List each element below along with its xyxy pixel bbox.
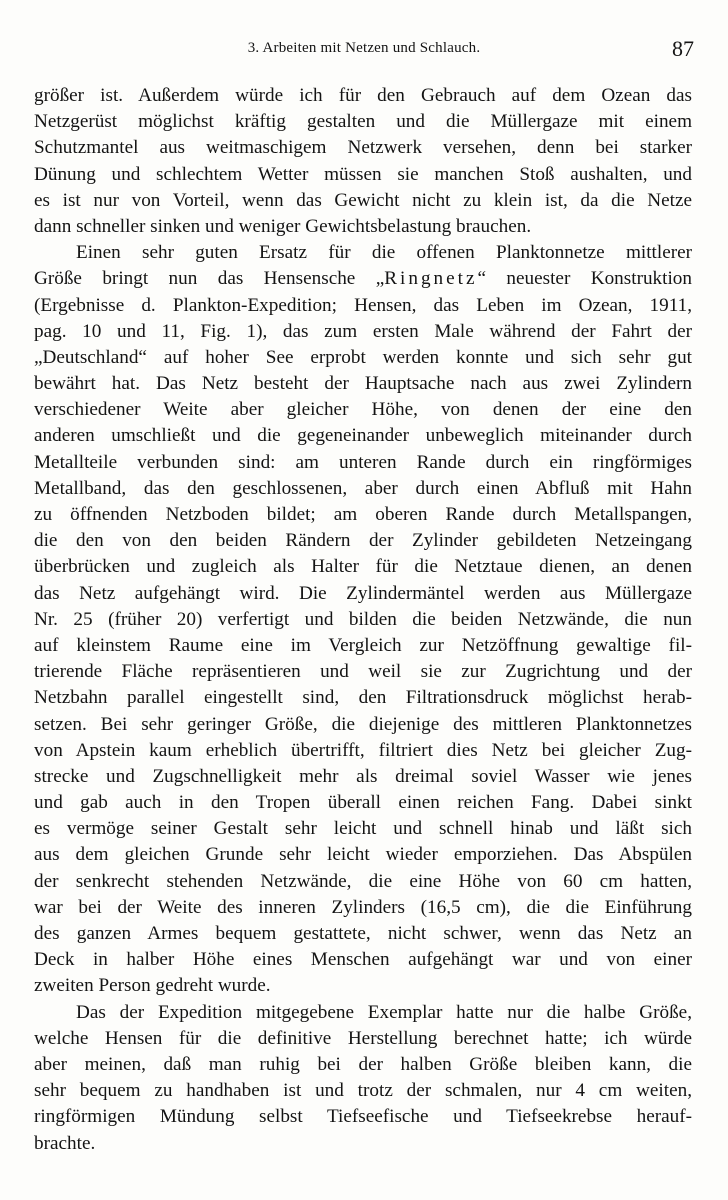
text-line: Einen sehr guten Ersatz für die offenen Planktonnetze mittlerer — [76, 242, 692, 264]
text-line: dann schneller sinken und weniger Gewichtsbelastung brauchen. — [34, 215, 532, 237]
page-number: 87 — [672, 36, 694, 61]
text-line: Deck in halber Höhe eines Menschen aufgehängt war und von einer — [34, 949, 692, 971]
text-line: bewährt hat. Das Netz besteht der Hauptsache nach aus zwei Zylindern — [34, 373, 692, 395]
text-line: anderen umschließt und die gegeneinander unbeweglich miteinander durch — [34, 425, 692, 447]
text-line: brachte. — [34, 1132, 96, 1154]
text-fragment: Größe bringt nun das Hensensche „ — [34, 268, 385, 290]
text-line: die den von den beiden Rändern der Zylinder gebildeten Netzeingang — [34, 530, 692, 552]
text-line: Das der Expedition mitgegebene Exemplar hatte nur die halbe Größe, — [76, 1001, 692, 1023]
text-line: Netzgerüst möglichst kräftig gestalten und die Müllergaze mit einem — [34, 111, 692, 133]
text-line: der senkrecht stehenden Netzwände, die eine Höhe von 60 cm hatten, — [34, 870, 692, 892]
text-line: Metallband, das den geschlossenen, aber durch einen Abfluß mit Hahn — [34, 477, 692, 499]
text-line: aber meinen, daß man ruhig bei der halben Größe bleiben kann, die — [34, 1053, 692, 1075]
text-line: (Ergebnisse d. Plankton-Expedition; Hensen, das Leben im Ozean, 1911, — [34, 294, 692, 316]
page-header — [34, 36, 694, 62]
text-line-ringnetz — [34, 266, 692, 292]
text-line: trierende Fläche repräsentieren und weil sie zur Zugrichtung und der — [34, 661, 692, 683]
text-line: Schutzmantel aus weitmaschigem Netzwerk versehen, denn bei starker — [34, 137, 692, 159]
text-line: überbrücken und zugleich als Halter für die Netztaue dienen, an denen — [34, 556, 692, 578]
text-line: des ganzen Armes bequem gestattete, nicht schwer, wenn das Netz an — [34, 923, 692, 944]
body-text — [34, 83, 692, 1157]
spaced-term: Ringnetz — [384, 268, 478, 290]
text-line: war bei der Weite des inneren Zylinders (16,5 cm), die die Einführung — [34, 896, 692, 918]
text-line: ringförmigen Mündung selbst Tiefseefische und Tiefseekrebse herauf- — [34, 1106, 692, 1128]
text-line: Netzbahn parallel eingestellt sind, den Filtrationsdruck möglichst herab- — [34, 687, 692, 709]
text-line: und gab auch in den Tropen überall einen reichen Fang. Dabei sinkt — [34, 792, 692, 814]
text-line: das Netz aufgehängt wird. Die Zylindermäntel werden aus Müllergaze — [34, 582, 692, 604]
text-line: es vermöge seiner Gestalt sehr leicht und schnell hinab und läßt sich — [34, 818, 692, 840]
text-line: aus dem gleichen Grunde sehr leicht wieder emporziehen. Das Abspülen — [34, 844, 692, 866]
text-line: Dünung und schlechtem Wetter müssen sie manchen Stoß aushalten, und — [34, 163, 692, 185]
text-line: verschiedener Weite aber gleicher Höhe, von denen der eine den — [34, 399, 692, 421]
text-line: es ist nur von Vorteil, wenn das Gewicht nicht zu klein ist, da die Netze — [34, 189, 692, 211]
text-line: setzen. Bei sehr geringer Größe, die diejenige des mittleren Planktonnetzes — [34, 713, 692, 735]
text-line: pag. 10 und 11, Fig. 1), das zum ersten Male während der Fahrt der — [34, 320, 692, 342]
text-line: zweiten Person gedreht wurde. — [34, 975, 271, 997]
text-line: Nr. 25 (früher 20) verfertigt und bilden die beiden Netzwände, die nun — [34, 608, 692, 630]
text-line: Metallteile verbunden sind: am unteren Rande durch ein ringförmiges — [34, 451, 692, 473]
text-line: welche Hensen für die definitive Herstellung berechnet hatte; ich würde — [34, 1027, 692, 1049]
text-line: „Deutschland“ auf hoher See erprobt werden konnte und sich sehr gut — [34, 346, 692, 368]
text-line: auf kleinstem Raume eine im Vergleich zur Netzöffnung gewaltige fil- — [34, 634, 692, 656]
text-line: strecke und Zugschnelligkeit mehr als dreimal soviel Wasser wie jenes — [34, 765, 692, 787]
running-title: 3. Arbeiten mit Netzen und Schlauch. — [247, 40, 481, 56]
text-line: von Apstein kaum erheblich übertrifft, filtriert dies Netz bei gleicher Zug- — [34, 739, 692, 761]
text-fragment: “ neuester Konstruktion — [477, 268, 692, 290]
text-line: sehr bequem zu handhaben ist und trotz der schmalen, nur 4 cm weiten, — [34, 1080, 692, 1102]
text-line: zu öffnenden Netzboden bildet; am oberen Rande durch Metallspangen, — [34, 504, 692, 525]
text-line: größer ist. Außerdem würde ich für den Gebrauch auf dem Ozean das — [34, 85, 692, 106]
